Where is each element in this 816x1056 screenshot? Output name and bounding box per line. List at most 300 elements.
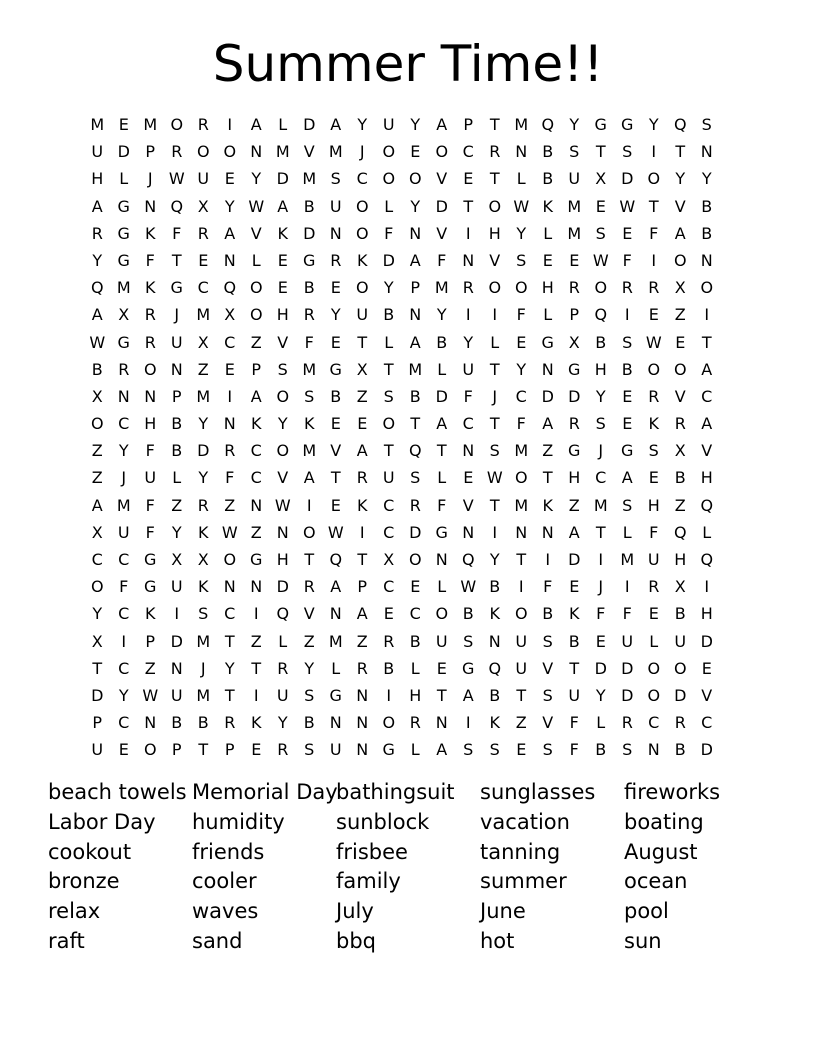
grid-letter: H xyxy=(91,169,104,189)
grid-letter: G xyxy=(382,740,395,760)
grid-letter: E xyxy=(118,115,129,134)
grid-letter: R xyxy=(118,359,130,379)
grid-letter: D xyxy=(409,522,422,542)
grid-letter: E xyxy=(383,604,394,624)
grid-letter: U xyxy=(647,550,660,569)
grid-letter: E xyxy=(675,332,686,352)
grid-letter: M xyxy=(302,441,317,461)
grid-letter: R xyxy=(674,713,686,733)
grid-letter: N xyxy=(329,713,342,733)
grid-letter: P xyxy=(410,278,421,298)
grid-letter: E xyxy=(463,468,474,488)
grid-letter: O xyxy=(382,414,396,434)
grid-letter: O xyxy=(647,169,661,189)
grid-letter: C xyxy=(224,332,236,352)
grid-letter: R xyxy=(356,468,368,488)
grid-letter: R xyxy=(648,577,660,597)
grid-letter: B xyxy=(674,604,686,624)
grid-letter: N xyxy=(250,142,263,162)
grid-letter: X xyxy=(674,577,686,597)
grid-letter: Y xyxy=(357,115,368,134)
grid-letter: K xyxy=(304,414,315,434)
grid-letter: K xyxy=(648,414,659,434)
grid-letter: U xyxy=(144,468,157,488)
grid-letter: S xyxy=(489,740,500,760)
grid-letter: Y xyxy=(198,468,209,488)
grid-letter: B xyxy=(409,386,421,406)
grid-letter: T xyxy=(489,359,500,379)
grid-letter: Q xyxy=(488,658,502,678)
grid-letter: Y xyxy=(595,386,606,406)
grid-letter: L xyxy=(437,359,447,379)
grid-letter: A xyxy=(330,115,342,134)
grid-letter: O xyxy=(223,142,237,162)
word-list-item: tanning xyxy=(480,839,561,864)
word-list-item: friends xyxy=(192,839,265,864)
grid-letter: P xyxy=(171,740,182,760)
word-list-item: sunblock xyxy=(336,809,430,834)
grid-letter: D xyxy=(594,658,607,678)
grid-letter: P xyxy=(171,386,182,406)
grid-letter: O xyxy=(355,278,369,298)
grid-letter: C xyxy=(701,386,713,406)
grid-letter: O xyxy=(382,142,396,162)
grid-letter: E xyxy=(595,196,606,216)
grid-letter: J xyxy=(147,169,153,189)
grid-letter: L xyxy=(172,468,182,488)
grid-letter: B xyxy=(701,223,713,243)
grid-letter: L xyxy=(437,468,447,488)
grid-letter: D xyxy=(568,386,581,406)
grid-letter: B xyxy=(462,604,474,624)
grid-letter: T xyxy=(436,685,447,705)
grid-letter: M xyxy=(620,550,635,569)
grid-letter: L xyxy=(410,658,420,678)
grid-letter: J xyxy=(174,305,180,325)
word-list-item: beach towels xyxy=(48,780,187,804)
grid-letter: T xyxy=(675,142,686,162)
grid-letter: W xyxy=(460,577,477,597)
grid-letter: S xyxy=(516,250,527,270)
grid-letter: W xyxy=(327,522,344,542)
grid-letter: L xyxy=(410,740,420,760)
word-list-item: pool xyxy=(624,899,669,924)
grid-letter: T xyxy=(383,359,394,379)
grid-letter: Q xyxy=(673,115,687,134)
grid-letter: T xyxy=(410,414,421,434)
grid-letter: L xyxy=(384,332,394,352)
grid-letter: I xyxy=(227,386,233,406)
grid-letter: W xyxy=(142,685,159,705)
grid-letter: N xyxy=(700,142,713,162)
grid-letter: Y xyxy=(224,658,235,678)
grid-letter: C xyxy=(462,414,474,434)
grid-letter: P xyxy=(145,142,156,162)
grid-letter: S xyxy=(277,359,288,379)
grid-letter: P xyxy=(251,359,262,379)
grid-letter: C xyxy=(595,468,607,488)
grid-letter: O xyxy=(302,522,316,542)
word-list-item: July xyxy=(336,899,374,924)
grid-letter: U xyxy=(170,332,183,352)
grid-letter: K xyxy=(357,495,368,515)
grid-letter: S xyxy=(622,142,633,162)
grid-letter: S xyxy=(542,631,553,651)
grid-letter: N xyxy=(356,740,369,760)
grid-letter: T xyxy=(701,332,712,352)
grid-letter: C xyxy=(118,550,130,569)
grid-letter: W xyxy=(248,196,265,216)
grid-letter: D xyxy=(674,685,687,705)
grid-letter: Z xyxy=(224,495,236,515)
grid-letter: D xyxy=(276,169,289,189)
grid-letter: C xyxy=(383,577,395,597)
grid-letter: Y xyxy=(118,685,129,705)
grid-letter: N xyxy=(462,522,475,542)
grid-letter: W xyxy=(89,332,106,352)
grid-letter: A xyxy=(674,223,686,243)
grid-letter: B xyxy=(595,332,607,352)
grid-letter: D xyxy=(170,631,183,651)
grid-letter: T xyxy=(436,441,447,461)
grid-letter: F xyxy=(596,604,606,624)
grid-letter: Y xyxy=(251,169,262,189)
grid-letter: R xyxy=(409,495,421,515)
grid-letter: X xyxy=(674,278,686,298)
grid-letter: I xyxy=(306,495,312,515)
grid-letter: L xyxy=(278,115,288,134)
grid-letter: A xyxy=(621,468,633,488)
grid-letter: B xyxy=(171,441,183,461)
word-list-item: August xyxy=(624,839,698,864)
grid-letter: J xyxy=(200,658,206,678)
grid-letter: V xyxy=(674,386,686,406)
grid-letter: A xyxy=(436,414,448,434)
grid-letter: U xyxy=(382,468,395,488)
grid-letter: D xyxy=(303,115,316,134)
grid-letter: S xyxy=(542,685,553,705)
grid-letter: Y xyxy=(277,713,288,733)
grid-letter: D xyxy=(91,685,104,705)
grid-letter: F xyxy=(516,414,526,434)
grid-letter: C xyxy=(409,604,421,624)
grid-letter: I xyxy=(465,223,471,243)
grid-letter: U xyxy=(329,740,342,760)
grid-letter: A xyxy=(250,386,262,406)
grid-letter: H xyxy=(700,604,713,624)
grid-letter: V xyxy=(277,468,289,488)
grid-letter: E xyxy=(542,250,553,270)
grid-letter: J xyxy=(598,441,604,461)
word-list-item: bronze xyxy=(48,869,120,894)
grid-letter: U xyxy=(435,631,448,651)
grid-letter: I xyxy=(545,550,551,569)
grid-letter: U xyxy=(276,685,289,705)
grid-letter: H xyxy=(700,468,713,488)
grid-letter: Y xyxy=(224,196,235,216)
grid-letter: O xyxy=(594,278,608,298)
grid-letter: E xyxy=(701,658,712,678)
grid-letter: N xyxy=(462,441,475,461)
grid-letter: Z xyxy=(197,359,209,379)
grid-letter: R xyxy=(144,332,156,352)
grid-letter: S xyxy=(463,740,474,760)
grid-letter: V xyxy=(701,685,713,705)
grid-letter: O xyxy=(143,740,157,760)
grid-letter: R xyxy=(621,278,633,298)
word-list-item: family xyxy=(336,869,401,894)
grid-letter: R xyxy=(224,713,236,733)
grid-letter: I xyxy=(704,577,710,597)
grid-letter: N xyxy=(435,550,448,569)
grid-letter: A xyxy=(356,441,368,461)
grid-letter: T xyxy=(171,250,182,270)
grid-letter: M xyxy=(514,495,529,515)
grid-letter: T xyxy=(304,550,315,569)
grid-letter: O xyxy=(382,169,396,189)
grid-letter: V xyxy=(303,142,315,162)
grid-letter: D xyxy=(435,386,448,406)
grid-letter: X xyxy=(383,550,395,569)
grid-letter: K xyxy=(198,577,209,597)
grid-letter: Z xyxy=(568,495,580,515)
grid-letter: I xyxy=(465,713,471,733)
grid-letter: O xyxy=(647,359,661,379)
grid-letter: Z xyxy=(674,305,686,325)
grid-letter: W xyxy=(592,250,609,270)
grid-letter: E xyxy=(595,631,606,651)
grid-letter: G xyxy=(329,685,342,705)
grid-letter: Y xyxy=(463,332,474,352)
grid-letter: M xyxy=(275,142,290,162)
grid-letter: W xyxy=(221,522,238,542)
grid-letter: B xyxy=(197,713,209,733)
grid-letter: X xyxy=(91,386,103,406)
grid-letter: S xyxy=(463,631,474,651)
grid-letter: B xyxy=(383,658,395,678)
grid-letter: I xyxy=(704,305,710,325)
page-title: Summer Time!! xyxy=(212,35,604,93)
grid-letter: J xyxy=(121,468,127,488)
grid-letter: O xyxy=(408,550,422,569)
grid-letter: M xyxy=(328,142,343,162)
grid-letter: O xyxy=(355,196,369,216)
grid-letter: T xyxy=(330,468,341,488)
grid-letter: R xyxy=(648,278,660,298)
grid-letter: O xyxy=(355,223,369,243)
grid-letter: B xyxy=(436,332,448,352)
grid-letter: C xyxy=(462,142,474,162)
grid-letter: I xyxy=(174,604,180,624)
grid-letter: N xyxy=(144,196,157,216)
word-list-item: ocean xyxy=(624,869,688,894)
grid-letter: A xyxy=(356,604,368,624)
grid-letter: Y xyxy=(516,359,527,379)
grid-letter: G xyxy=(568,441,581,461)
grid-letter: K xyxy=(542,495,553,515)
grid-letter: F xyxy=(145,522,155,542)
grid-letter: I xyxy=(518,577,524,597)
grid-letter: P xyxy=(224,740,235,760)
grid-letter: Z xyxy=(356,631,368,651)
grid-letter: I xyxy=(492,522,498,542)
grid-letter: A xyxy=(409,332,421,352)
grid-letter: T xyxy=(569,658,580,678)
grid-letter: E xyxy=(277,250,288,270)
grid-letter: N xyxy=(223,414,236,434)
grid-letter: E xyxy=(569,250,580,270)
grid-letter: D xyxy=(303,223,316,243)
grid-letter: S xyxy=(304,685,315,705)
grid-letter: F xyxy=(463,386,473,406)
grid-letter: Z xyxy=(91,468,103,488)
grid-letter: A xyxy=(436,115,448,134)
grid-letter: G xyxy=(621,441,634,461)
grid-letter: S xyxy=(410,468,421,488)
grid-letter: E xyxy=(330,495,341,515)
grid-letter: C xyxy=(383,522,395,542)
grid-letter: W xyxy=(168,169,185,189)
grid-letter: J xyxy=(492,386,498,406)
grid-letter: M xyxy=(408,359,423,379)
grid-letter: L xyxy=(596,713,606,733)
grid-letter: N xyxy=(541,522,554,542)
grid-letter: M xyxy=(514,115,529,134)
grid-letter: N xyxy=(223,250,236,270)
word-list-item: cookout xyxy=(48,839,132,864)
grid-letter: K xyxy=(145,278,156,298)
grid-letter: Y xyxy=(436,305,447,325)
grid-letter: Z xyxy=(303,631,315,651)
grid-letter: E xyxy=(224,169,235,189)
grid-letter: B xyxy=(303,713,315,733)
grid-letter: H xyxy=(276,305,289,325)
grid-letter: T xyxy=(357,332,368,352)
word-list-item: hot xyxy=(480,928,515,953)
grid-letter: U xyxy=(515,631,528,651)
grid-letter: D xyxy=(700,740,713,760)
grid-letter: M xyxy=(302,169,317,189)
grid-letter: S xyxy=(489,441,500,461)
grid-letter: E xyxy=(357,414,368,434)
grid-letter: P xyxy=(92,713,103,733)
grid-letter: H xyxy=(541,278,554,298)
grid-letter: R xyxy=(409,713,421,733)
grid-letter: G xyxy=(117,332,130,352)
grid-letter: R xyxy=(303,577,315,597)
grid-letter: O xyxy=(196,142,210,162)
grid-letter: B xyxy=(674,468,686,488)
grid-letter: R xyxy=(568,278,580,298)
grid-letter: B xyxy=(171,414,183,434)
grid-letter: K xyxy=(251,713,262,733)
grid-letter: R xyxy=(303,305,315,325)
grid-letter: O xyxy=(249,305,263,325)
grid-letter: U xyxy=(621,631,634,651)
grid-letter: N xyxy=(435,713,448,733)
grid-letter: F xyxy=(516,305,526,325)
grid-letter: U xyxy=(197,169,210,189)
grid-letter: A xyxy=(91,495,103,515)
grid-letter: F xyxy=(649,223,659,243)
grid-letter: T xyxy=(357,550,368,569)
grid-letter: Z xyxy=(171,495,183,515)
grid-letter: X xyxy=(91,522,103,542)
grid-letter: Y xyxy=(410,196,421,216)
grid-letter: U xyxy=(568,169,581,189)
grid-letter: F xyxy=(649,522,659,542)
grid-letter: I xyxy=(624,305,630,325)
grid-letter: K xyxy=(145,604,156,624)
grid-letter: N xyxy=(356,713,369,733)
grid-letter: G xyxy=(250,550,263,569)
grid-letter: S xyxy=(383,386,394,406)
grid-letter: G xyxy=(144,550,157,569)
letter-grid xyxy=(84,111,720,764)
grid-letter: D xyxy=(435,196,448,216)
grid-letter: O xyxy=(408,169,422,189)
grid-letter: L xyxy=(490,332,500,352)
grid-letter: C xyxy=(118,604,130,624)
word-list xyxy=(48,778,768,957)
word-list-item: cooler xyxy=(192,869,257,894)
grid-letter: C xyxy=(224,604,236,624)
grid-letter: C xyxy=(383,495,395,515)
grid-letter: N xyxy=(144,386,157,406)
grid-letter: T xyxy=(516,550,527,569)
grid-letter: Z xyxy=(356,386,368,406)
grid-letter: N xyxy=(541,359,554,379)
word-list-item: sun xyxy=(624,928,662,953)
grid-letter: M xyxy=(302,359,317,379)
grid-letter: D xyxy=(382,250,395,270)
grid-letter: K xyxy=(277,223,288,243)
grid-letter: G xyxy=(568,359,581,379)
grid-letter: F xyxy=(437,495,447,515)
grid-letter: M xyxy=(196,685,211,705)
grid-letter: R xyxy=(144,305,156,325)
grid-letter: W xyxy=(486,468,503,488)
grid-letter: F xyxy=(145,495,155,515)
grid-letter: I xyxy=(121,631,127,651)
grid-letter: Z xyxy=(515,713,527,733)
grid-letter: Y xyxy=(489,550,500,569)
grid-letter: R xyxy=(489,142,501,162)
grid-letter: V xyxy=(436,169,448,189)
grid-letter: B xyxy=(568,631,580,651)
grid-letter: U xyxy=(170,685,183,705)
grid-letter: E xyxy=(436,658,447,678)
grid-letter: M xyxy=(116,278,131,298)
grid-letter: X xyxy=(356,359,368,379)
grid-letter: S xyxy=(595,223,606,243)
grid-letter: R xyxy=(674,414,686,434)
grid-letter: I xyxy=(598,550,604,569)
grid-letter: B xyxy=(542,604,554,624)
grid-letter: D xyxy=(541,386,554,406)
grid-letter: Q xyxy=(594,305,608,325)
grid-letter: Z xyxy=(542,441,554,461)
grid-letter: A xyxy=(568,522,580,542)
grid-letter: L xyxy=(543,223,553,243)
grid-letter: E xyxy=(516,740,527,760)
grid-letter: N xyxy=(700,250,713,270)
grid-letter: H xyxy=(144,414,157,434)
grid-letter: O xyxy=(170,115,184,134)
word-list-item: boating xyxy=(624,809,704,834)
grid-letter: V xyxy=(250,223,262,243)
word-list-item: bathingsuit xyxy=(336,780,455,804)
